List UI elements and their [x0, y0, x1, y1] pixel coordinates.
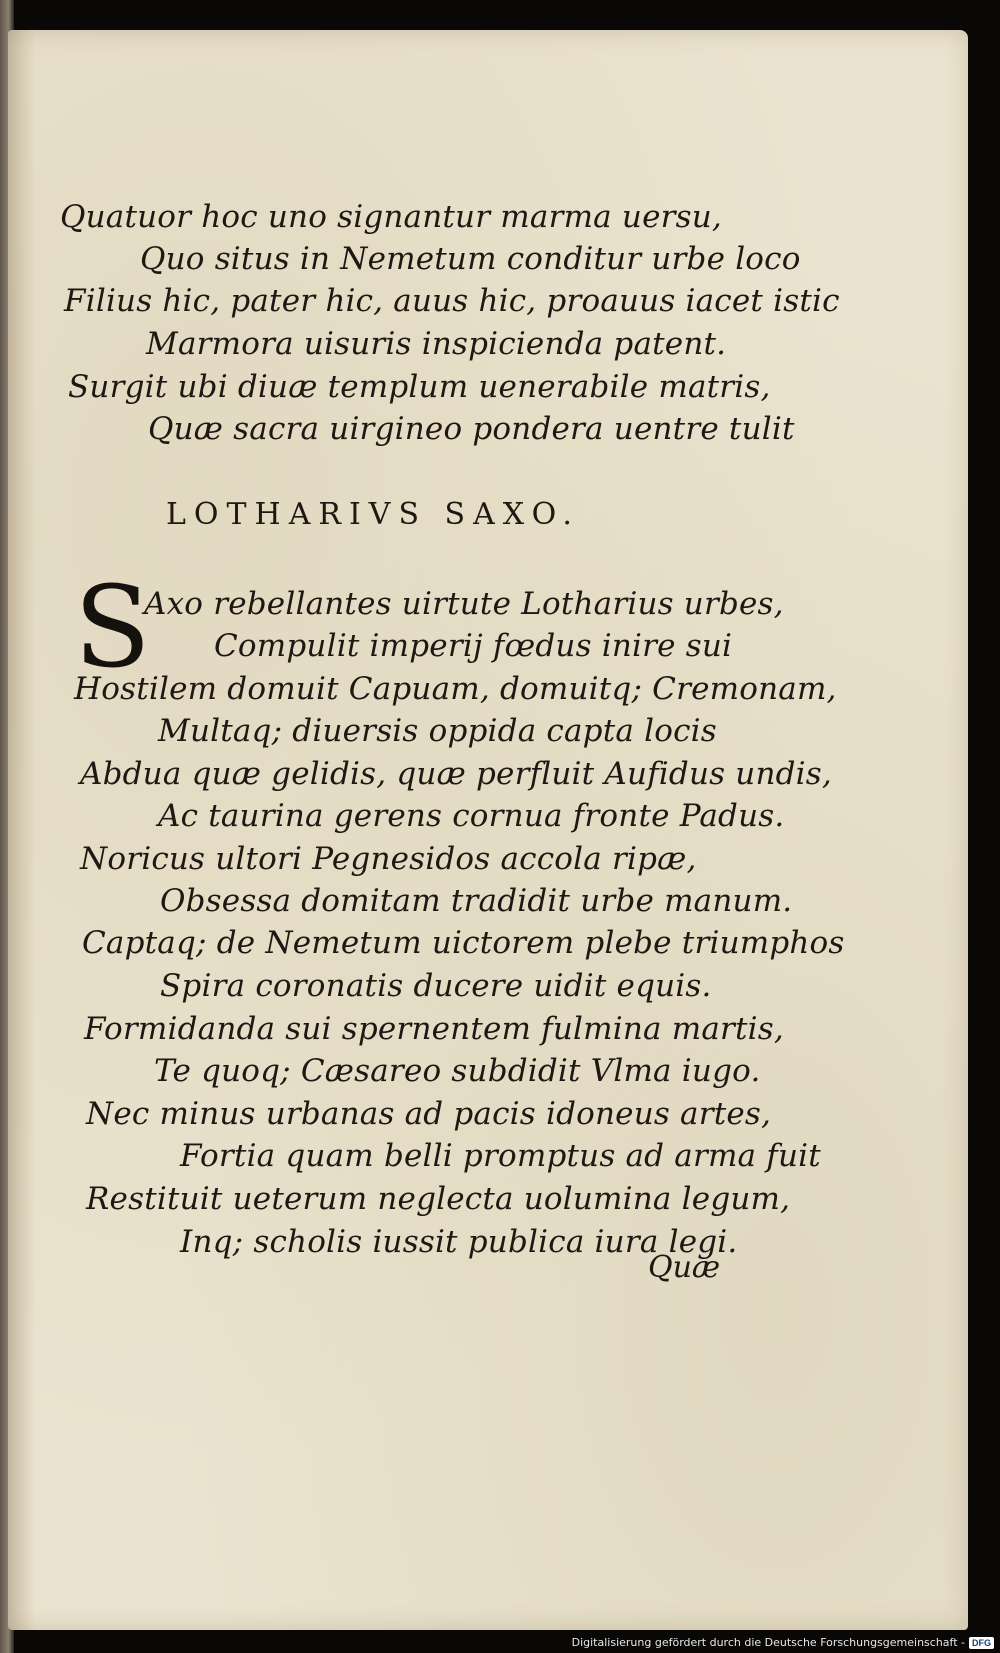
section-heading: LOTHARIVS SAXO.: [166, 497, 580, 532]
verse-line: Spira coronatis ducere uidit equis.: [160, 968, 712, 1004]
verse-line: Quatuor hoc uno signantur marma uersu,: [60, 199, 722, 235]
verse-line: Formidanda sui spernentem fulmina martis,: [84, 1011, 784, 1047]
poem-text: [8, 30, 968, 1630]
verse-line: Compulit imperij fœdus inire sui: [214, 628, 733, 664]
verse-line: Inq; scholis iussit publica iura legi.: [180, 1224, 738, 1260]
verse-line: Ac taurina gerens cornua fronte Padus.: [158, 798, 785, 834]
verse-line: Axo rebellantes uirtute Lotharius urbes,: [144, 586, 784, 622]
book-page: [8, 30, 968, 1630]
drop-cap: S: [74, 563, 151, 693]
digitization-credit: [572, 1636, 994, 1649]
verse-line: Abdua quæ gelidis, quæ perfluit Aufidus undis,: [80, 756, 832, 792]
verse-line: Hostilem domuit Capuam, domuitq; Cremonam,: [74, 671, 837, 707]
verse-line: Nec minus urbanas ad pacis idoneus artes,: [86, 1096, 772, 1132]
verse-line: Te quoq; Cæsareo subdidit Vlma iugo.: [154, 1053, 761, 1089]
catchword: Quæ: [648, 1250, 721, 1285]
verse-line: Fortia quam belli promptus ad arma fuit: [180, 1138, 821, 1174]
credit-text: Digitalisierung gefördert durch die Deutsche Forschungsgemeinschaft -: [571, 1636, 965, 1649]
dfg-logo-icon: DFG: [969, 1637, 994, 1649]
verse-line: Noricus ultori Pegnesidos accola ripæ,: [80, 841, 697, 877]
verse-line: Surgit ubi diuæ templum uenerabile matris,: [68, 369, 771, 405]
verse-line: Quæ sacra uirgineo pondera uentre tulit: [148, 411, 795, 447]
verse-line: Marmora uisuris inspicienda patent.: [146, 326, 727, 362]
verse-line: Captaq; de Nemetum uictorem plebe triumphos: [82, 925, 845, 961]
verse-line: Quo situs in Nemetum conditur urbe loco: [140, 241, 801, 277]
verse-line: Filius hic, pater hic, auus hic, proauus iacet istic: [64, 283, 840, 319]
verse-line: Obsessa domitam tradidit urbe manum.: [160, 883, 793, 919]
verse-line: Multaq; diuersis oppida capta locis: [158, 713, 717, 749]
verse-line: Restituit ueterum neglecta uolumina legum,: [86, 1181, 791, 1217]
